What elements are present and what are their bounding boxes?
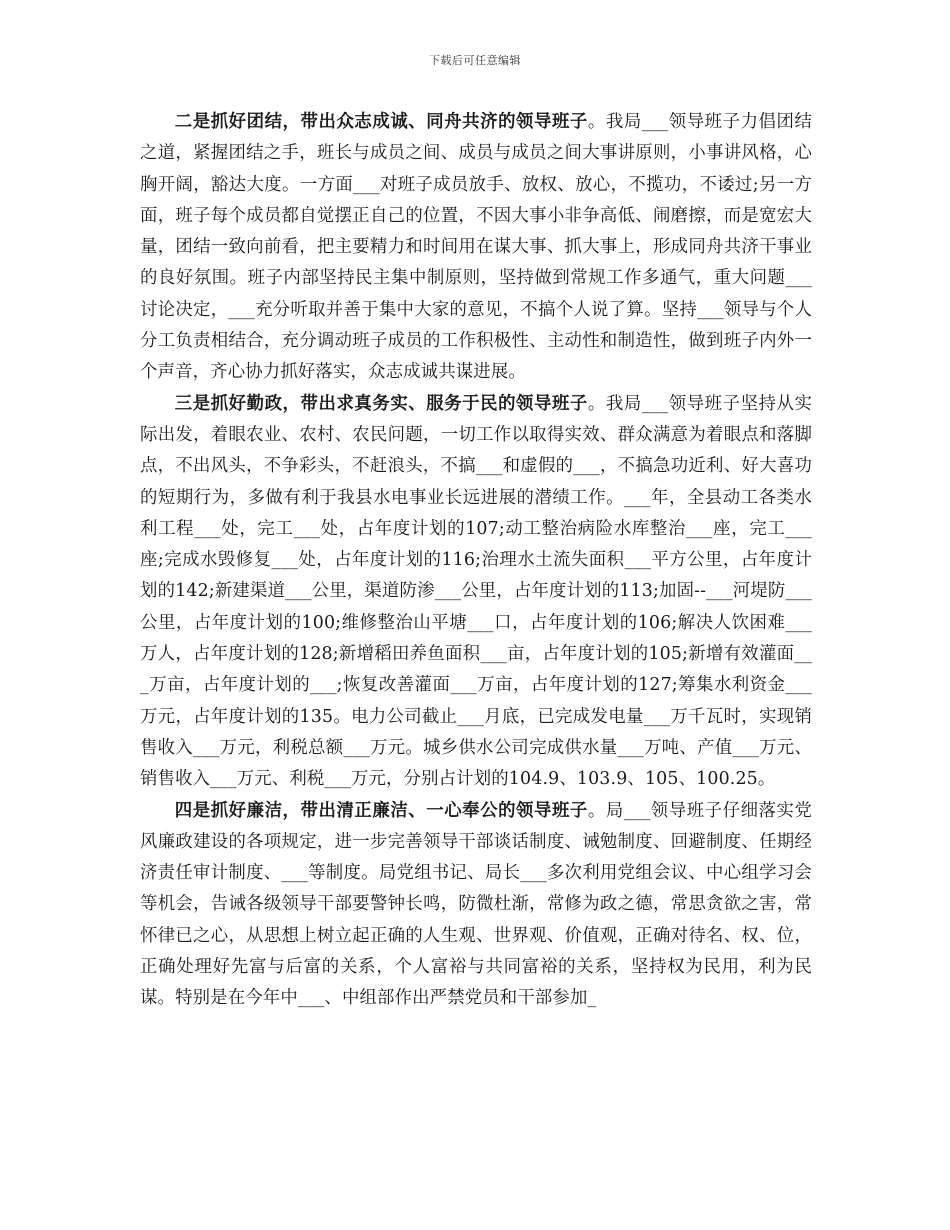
paragraph-text: 。我局___领导班子力倡团结之道，紧握团结之手，班长与成员之间、成员与成员之间大事讲原则，小事讲风格，心胸开阔，豁达大度。一方面___对班子成员放手、放权、放心，不揽功，不诿过;另一方面，班子每个成员都自觉摆正自己的位置，不因大事小非争高低、闹磨擦，而是宽宏大量，团结一致向前看，把主要精力和时间用在谋大事、抓大事上，形成同舟共济干事业的良好氛围。班子内部坚持民主集中制原则，坚持做到常规工作多通气，重大问题___讨论决定，___充分听取并善于集中大家的意见，不搞个人说了算。坚持___领导与个人分工负责相结合，充分调动班子成员的工作积极性、主动性和制造性，做到班子内外一个声音，齐心协力抓好落实，众志成诚共谋进展。 [140, 112, 813, 383]
header-note: 下载后可任意编辑 [429, 54, 521, 67]
paragraph-lead: 二是抓好团结，带出众志成诚、同舟共济的领导班子 [174, 112, 588, 132]
paragraph-lead: 三是抓好勤政，带出求真务实、服务于民的领导班子 [174, 393, 588, 414]
paragraph-integrity [140, 796, 812, 1015]
paragraph-text: 。我局___领导班子坚持从实际出发，着眼农业、农村、农民问题，一切工作以取得实效、群众满意为着眼点和落脚点，不出风头，不争彩头，不赶浪头，不搞___和虚假的___，不搞急功近利、好大喜功的短期行为，多做有利于我县水电事业长远进展的潜绩工作。___年，全县动工各类水利工程___处，完工___处，占年度计划的107;动工整治病险水库整治___座，完工___座;完成水毁修复___处，占年度计划的116;治理水土流失面积___平方公里，占年度计划的142;新建渠道___公里，渠道防渗___公里，占年度计划的113;加固--___河堤防___公里，占年度计划的100;维修整治山平塘___口，占年度计划的106;解决人饮困难___万人，占年度计划的128;新增稻田养鱼面积___亩，占年度计划的105;新增有效灌面___万亩，占年度计划的___;恢复改善灌面___万亩，占年度计划的127;筹集水利资金___万元，占年度计划的135。电力公司截止___月底，已完成发电量___万千瓦时，实现销售收入___万元，利税总额___万元。城乡供水公司完成供水量___万吨、产值___万元、销售收入___万元、利税___万元，分别占计划的104.9、103.9、105、100.25。 [140, 393, 813, 790]
paragraph-unity [140, 107, 812, 389]
document-body [140, 107, 812, 1015]
paragraph-lead: 四是抓好廉洁，带出清正廉洁、一心奉公的领导班子 [174, 800, 588, 821]
paragraph-text: 。局___领导班子仔细落实党风廉政建设的各项规定，进一步完善领导干部谈话制度、诫勉制度、回避制度、任期经济责任审计制度、___等制度。局党组书记、局长___多次利用党组会议、中心组学习会等机会，告诫各级领导干部要警钟长鸣，防微杜渐，常修为政之德，常思贪欲之害，常怀律已之心，从思想上树立起正确的人生观、世界观、价值观，正确对待名、权、位，正确处理好先富与后富的关系，个人富裕与共同富裕的关系，坚持权为民用，利为民谋。特别是在今年中___、中组部作出严禁党员和干部参加_ [140, 800, 813, 1009]
paragraph-diligence [140, 389, 812, 796]
